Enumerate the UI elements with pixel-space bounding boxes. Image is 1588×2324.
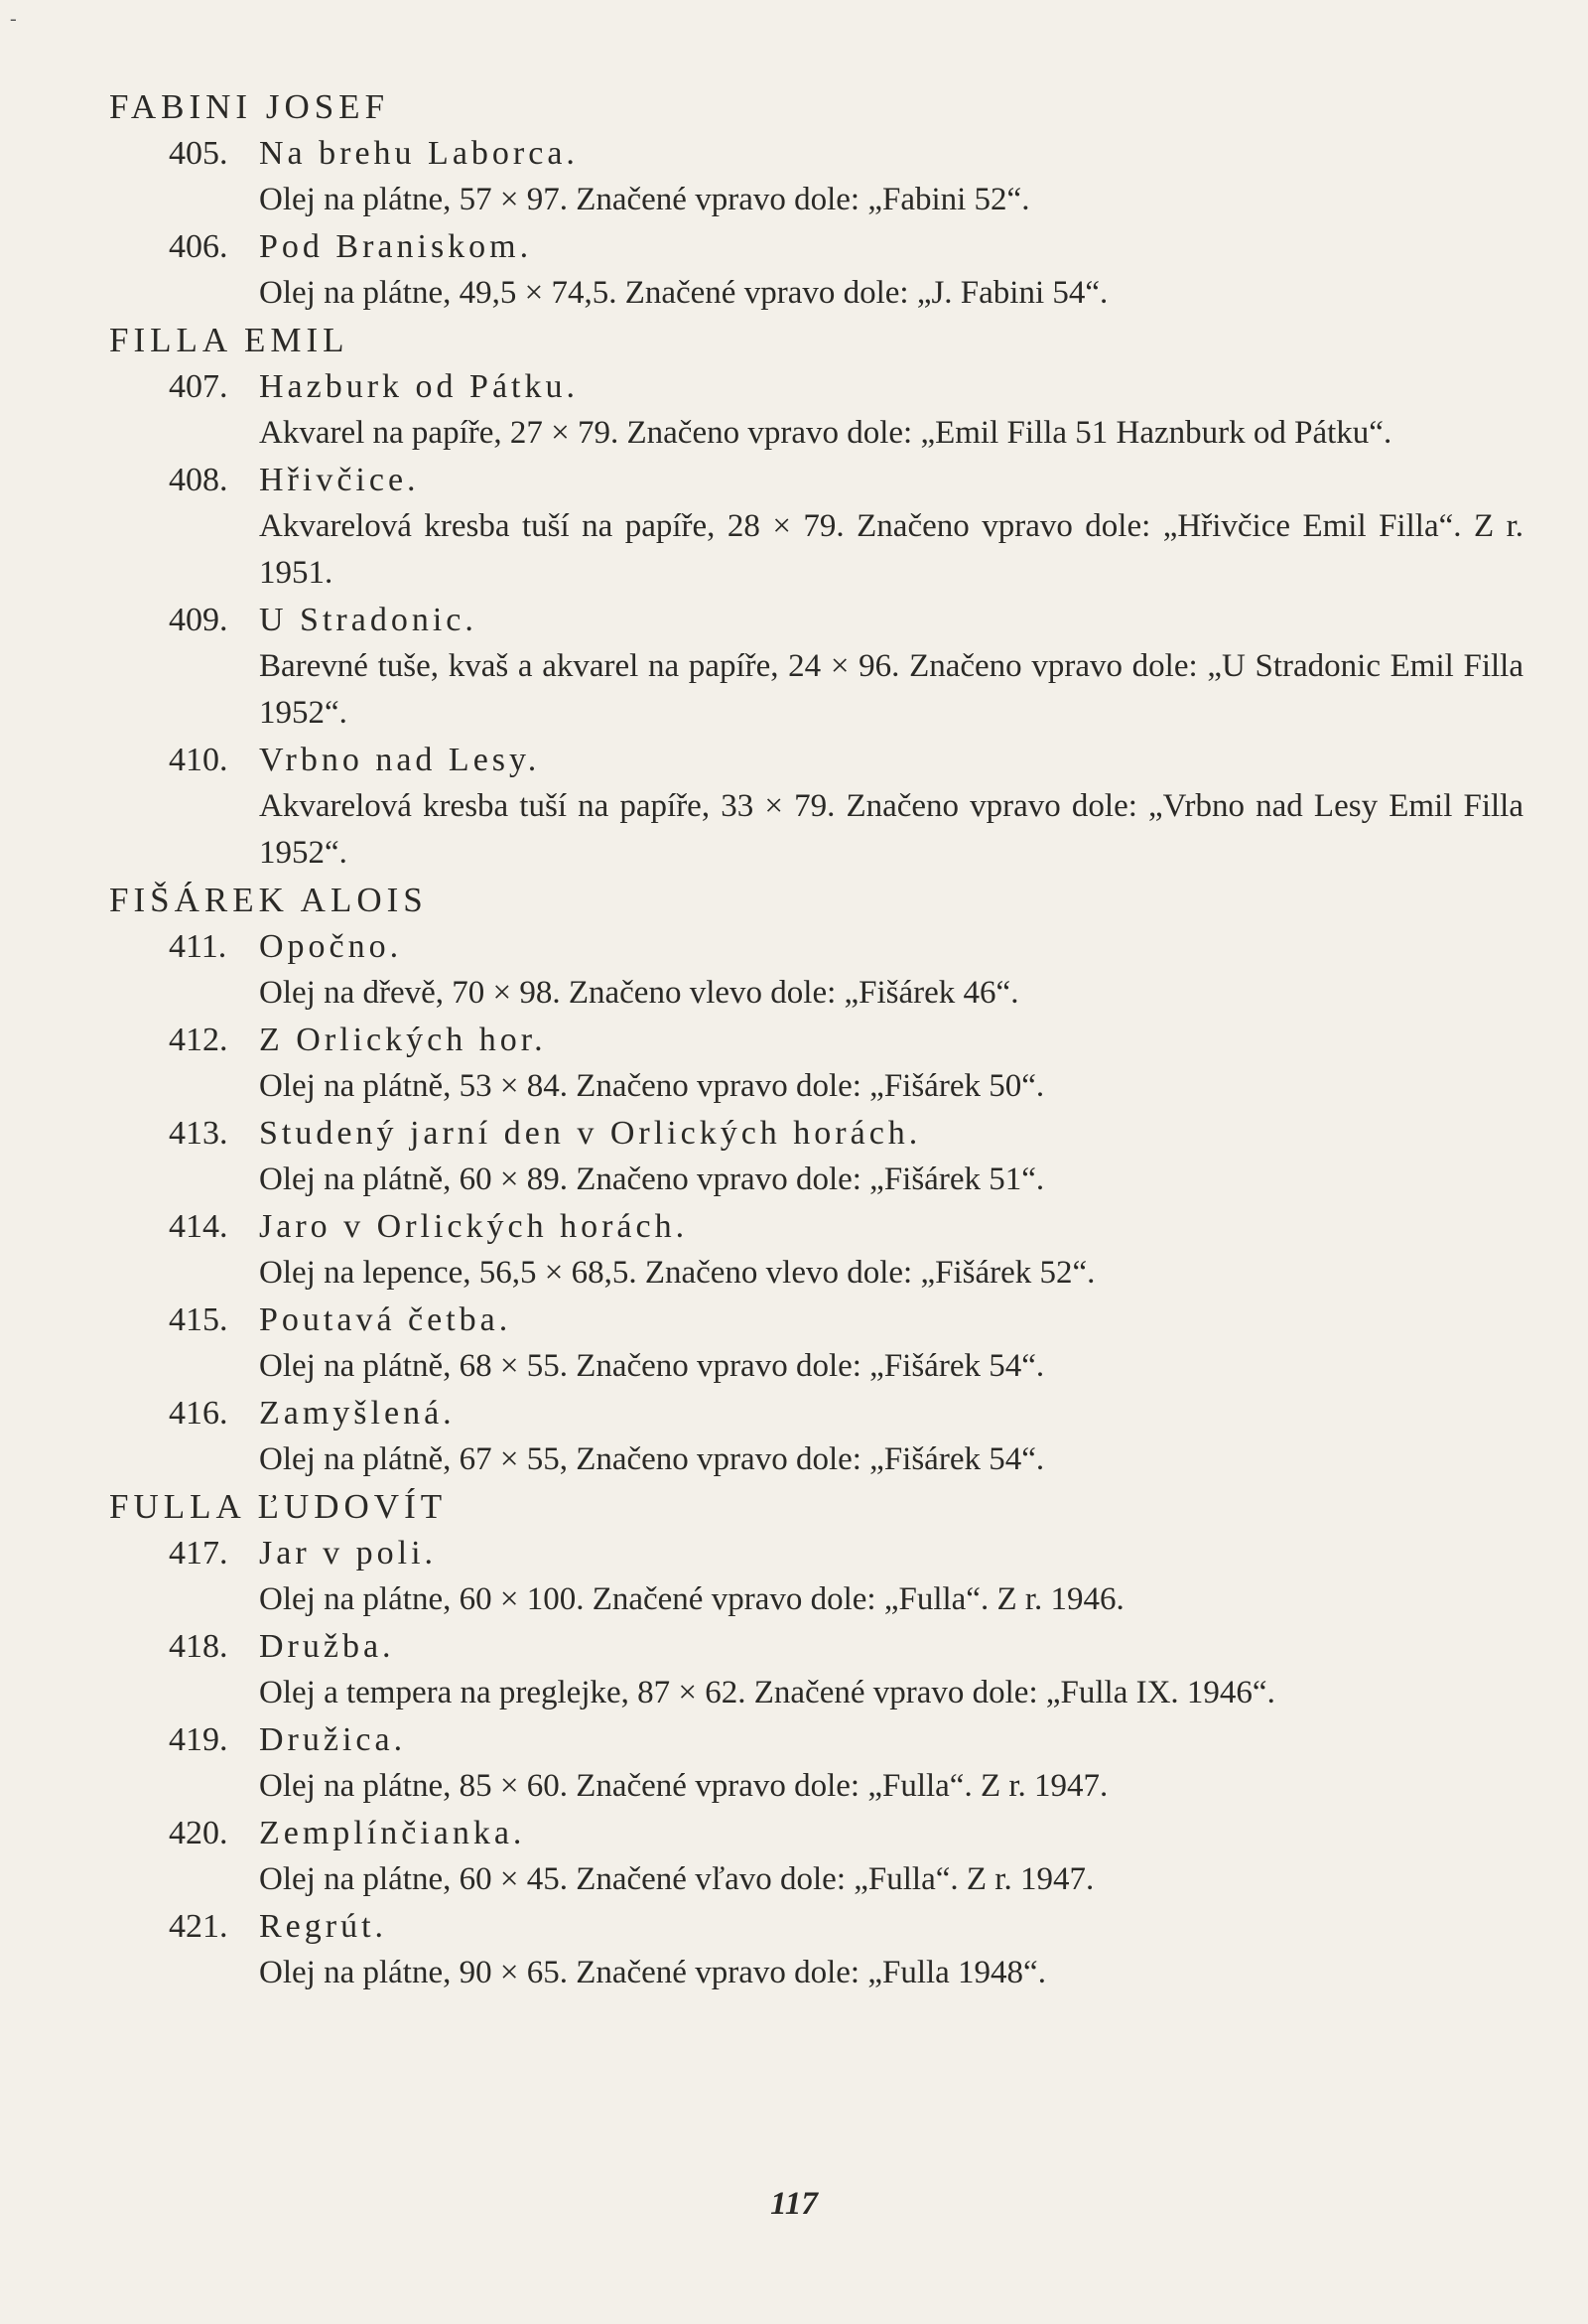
entry-description: Olej na plátně, 68 × 55. Značeno vpravo dole: „Fišárek 54“. — [259, 1348, 1045, 1384]
entry-number: 414. — [169, 1208, 228, 1245]
entry-title: U Stradonic. — [259, 602, 477, 638]
entry-description: Akvarelová kresba tuší na papíře, 33 × 79. Značeno vpravo dole: „Vrbno nad Lesy Emil Filla 1952“. — [259, 788, 1523, 871]
catalog-entry — [109, 1810, 1523, 1903]
entry-number: 420. — [169, 1815, 228, 1851]
entry-description: Olej na plátne, 49,5 × 74,5. Značené vpravo dole: „J. Fabini 54“. — [259, 275, 1109, 311]
entry-description: Olej na plátne, 60 × 45. Značené vľavo dole: „Fulla“. Z r. 1947. — [259, 1861, 1095, 1897]
entry-description: Olej na lepence, 56,5 × 68,5. Značeno vlevo dole: „Fišárek 52“. — [259, 1255, 1096, 1291]
artist-heading: FULLA ĽUDOVÍT — [109, 1487, 448, 1526]
catalog-entry — [109, 1623, 1523, 1716]
catalog-entry — [109, 737, 1523, 877]
entry-description: Akvarel na papíře, 27 × 79. Značeno vpravo dole: „Emil Filla 51 Haznburk od Pátku“. — [259, 415, 1392, 451]
entry-title: Na brehu Laborca. — [259, 135, 579, 172]
entry-title: Hřivčice. — [259, 462, 420, 498]
catalog-entry — [109, 130, 1523, 223]
entry-description: Olej na plátně, 67 × 55, Značeno vpravo dole: „Fišárek 54“. — [259, 1441, 1045, 1477]
entry-number: 419. — [169, 1721, 228, 1758]
entry-title: Z Orlických hor. — [259, 1022, 547, 1058]
entry-number: 417. — [169, 1535, 228, 1572]
entry-number: 413. — [169, 1115, 228, 1152]
entry-title: Zamyšlená. — [259, 1395, 456, 1432]
entry-title: Jaro v Orlických horách. — [259, 1208, 689, 1245]
entry-description: Olej na plátně, 53 × 84. Značeno vpravo dole: „Fišárek 50“. — [259, 1068, 1045, 1104]
entry-description: Olej na dřevě, 70 × 98. Značeno vlevo dole: „Fišárek 46“. — [259, 975, 1019, 1011]
entry-number: 405. — [169, 135, 228, 172]
catalog-content — [109, 83, 1523, 1996]
entry-description: Barevné tuše, kvaš a akvarel na papíře, 24 × 96. Značeno vpravo dole: „U Stradonic Emil Filla 1952“. — [259, 648, 1523, 731]
catalog-entry — [109, 1297, 1523, 1390]
entry-title: Družica. — [259, 1721, 407, 1758]
entry-title: Jar v poli. — [259, 1535, 438, 1572]
page-number: 117 — [770, 2186, 818, 2222]
catalog-entry — [109, 1203, 1523, 1297]
entry-description: Olej na plátne, 85 × 60. Značené vpravo dole: „Fulla“. Z r. 1947. — [259, 1768, 1109, 1804]
catalog-entry — [109, 457, 1523, 597]
catalog-entry — [109, 1903, 1523, 1996]
catalog-entry — [109, 597, 1523, 737]
entry-description: Olej na plátne, 57 × 97. Značené vpravo dole: „Fabini 52“. — [259, 182, 1030, 217]
entry-description: Olej na plátne, 60 × 100. Značené vpravo dole: „Fulla“. Z r. 1946. — [259, 1581, 1125, 1617]
entry-number: 418. — [169, 1628, 228, 1665]
catalog-entry — [109, 363, 1523, 457]
entry-title: Zemplínčianka. — [259, 1815, 526, 1851]
entry-number: 407. — [169, 368, 228, 405]
entry-description: Akvarelová kresba tuší na papíře, 28 × 79. Značeno vpravo dole: „Hřivčice Emil Filla“. Z r. 1951. — [259, 508, 1523, 591]
catalog-entry — [109, 1017, 1523, 1110]
entry-number: 410. — [169, 742, 228, 778]
entry-number: 412. — [169, 1022, 228, 1058]
entry-number: 416. — [169, 1395, 228, 1432]
catalog-entry — [109, 1716, 1523, 1810]
entry-description: Olej na plátne, 90 × 65. Značené vpravo dole: „Fulla 1948“. — [259, 1955, 1046, 1990]
entry-title: Poutavá četba. — [259, 1301, 512, 1338]
catalog-entry — [109, 923, 1523, 1017]
entry-title: Vrbno nad Lesy. — [259, 742, 541, 778]
entry-description: Olej a tempera na preglejke, 87 × 62. Značené vpravo dole: „Fulla IX. 1946“. — [259, 1675, 1275, 1710]
entry-number: 409. — [169, 602, 228, 638]
entry-number: 415. — [169, 1301, 228, 1338]
artist-heading: FABINI JOSEF — [109, 87, 390, 126]
entry-number: 408. — [169, 462, 228, 498]
artist-heading: FILLA EMIL — [109, 321, 349, 359]
entry-title: Družba. — [259, 1628, 395, 1665]
entry-number: 421. — [169, 1908, 228, 1945]
entry-title: Opočno. — [259, 928, 403, 965]
catalog-entry — [109, 1530, 1523, 1623]
catalog-entry — [109, 1390, 1523, 1483]
corner-mark: ‐ — [10, 8, 17, 30]
catalog-entry — [109, 1110, 1523, 1203]
catalog-entry — [109, 223, 1523, 317]
entry-title: Regrút. — [259, 1908, 388, 1945]
entry-description: Olej na plátně, 60 × 89. Značeno vpravo dole: „Fišárek 51“. — [259, 1162, 1045, 1197]
entry-number: 411. — [169, 928, 227, 965]
artist-heading: FIŠÁREK ALOIS — [109, 881, 428, 919]
entry-title: Studený jarní den v Orlických horách. — [259, 1115, 922, 1152]
entry-number: 406. — [169, 228, 228, 265]
entry-title: Hazburk od Pátku. — [259, 368, 580, 405]
entry-title: Pod Braniskom. — [259, 228, 533, 265]
